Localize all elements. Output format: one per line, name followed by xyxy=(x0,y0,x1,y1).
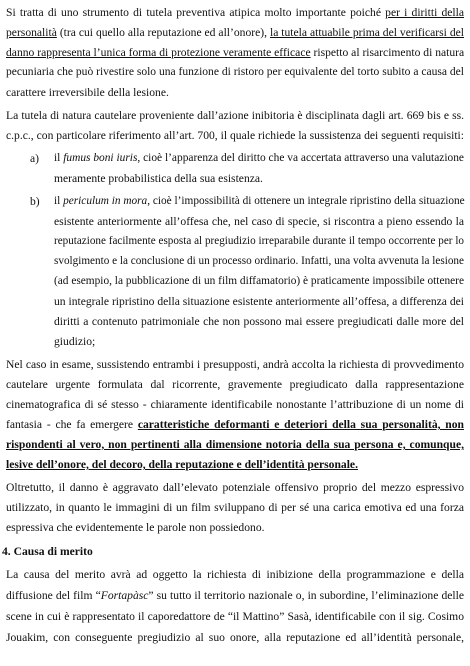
p1-line-2 xyxy=(6,25,464,40)
p5-line-1 xyxy=(6,567,464,582)
p5-text: Jouakim, con conseguente pregiudizio al suo onore, alla reputazione ed all’identità personale, xyxy=(6,631,464,644)
p1-line-3 xyxy=(6,45,464,60)
p5-line-3 xyxy=(6,609,464,624)
p1-line-5 xyxy=(6,85,169,100)
list-item-b-line-5 xyxy=(54,274,464,289)
list-item-b-line-3 xyxy=(54,234,464,249)
p3-text: Nel caso in esame, sussistendo entrambi i presupposti, andrà accolta la richiesta di provvedimento xyxy=(6,358,464,371)
list-item-b-line-8 xyxy=(54,334,95,349)
p3-line-3 xyxy=(6,397,464,412)
p3-line-6 xyxy=(6,457,358,472)
p1-text: carattere irreversibile della lesione. xyxy=(6,86,169,99)
p3-line-2 xyxy=(6,377,464,392)
p3-text: cautelare urgente formulata dal ricorrente, gravemente pregiudicato dalla rappresentazione xyxy=(6,378,464,391)
list-text: (ad esempio, la pubblicazione di un film diffamatorio) è praticamente impossibile ottenere xyxy=(54,275,464,287)
latin-term: fumus boni iuris xyxy=(63,152,138,164)
list-item-b-line-4 xyxy=(54,254,464,269)
p3-line-1 xyxy=(6,357,464,372)
p2-text: c.p.c., con particolare riferimento all’art. 700, il quale richiede la sussistenza dei seguenti requisiti: xyxy=(6,129,464,142)
p3-text: cinematografica di sé stesso - chiaramente identificabile nonostante l’attribuzione di un nome di xyxy=(6,398,464,411)
p1-line-4 xyxy=(6,65,464,80)
p1-text: Si tratta di uno strumento di tutela preventiva atipica molto importante poiché xyxy=(6,6,386,19)
p4-text: utilizzato, in quanto le immagini di un film sviluppano di per sé una carica emotiva ed una forza xyxy=(6,501,464,514)
list-text: meramente probabilistica della sua esistenza. xyxy=(54,172,263,185)
p1-line-1 xyxy=(6,5,464,20)
list-text: giudizio; xyxy=(54,335,96,348)
p1-underlined-text: personalità xyxy=(6,26,57,39)
film-title: Fortapàsc xyxy=(100,589,149,602)
list-text: svolgimento e la conclusione di un processo ordinario. Infatti, una volta avvenuta la lesione xyxy=(54,255,464,267)
p4-line-3 xyxy=(6,520,265,535)
list-text: diritti a contenuto patrimoniale che non possono mai essere pregiudicati dalle more del xyxy=(54,315,464,328)
p1-text: (tra cui quello alla reputazione ed all’onore), xyxy=(56,26,270,39)
list-item-b-line-7 xyxy=(54,314,464,329)
list-marker-a: a) xyxy=(30,152,40,165)
list-item-a-line-1 xyxy=(54,151,464,166)
p1-text: rispetto al risarcimento di natura xyxy=(310,46,465,59)
p1-underlined-text: la tutela attuabile prima del verificarsi del xyxy=(269,26,464,39)
list-text: il xyxy=(54,152,64,164)
p4-text: Oltretutto, il danno è aggravato dall’elevato potenziale offensivo proprio del mezzo espressivo xyxy=(6,481,464,494)
list-marker-b: b) xyxy=(30,195,40,208)
p1-underlined-text: danno rappresenta l’unica forma di protezione veramente efficace xyxy=(6,46,311,59)
list-text: , cioè l’apparenza del diritto che va accertata attraverso una valutazione xyxy=(137,152,464,164)
p3-emphasis-text: rispondenti al vero, non pertinenti alla dimensione notoria della sua persona e, comunque, xyxy=(6,438,464,451)
p5-line-4 xyxy=(6,630,464,645)
latin-term: periculum in mora xyxy=(63,195,148,207)
p1-underlined-text: per i diritti della xyxy=(385,6,465,19)
p2-line-1 xyxy=(6,108,464,123)
p4-line-1 xyxy=(6,480,464,495)
p5-text: scene in cui è rappresentato il caporedattore de “il Mattino” Sasà, identificabile con il sig. Cosimo xyxy=(6,610,464,623)
p2-line-2 xyxy=(6,128,464,143)
p5-text: diffusione del film “ xyxy=(6,589,101,602)
list-text: reputazione facilmente esposta al pregiudizio irreparabile durante il tempo occorrente per lo xyxy=(54,235,464,247)
p5-text: La causa del merito avrà ad oggetto la richiesta di inibizione della programmazione e della xyxy=(6,568,464,581)
p3-line-5 xyxy=(6,437,464,452)
list-item-b-line-6 xyxy=(54,294,464,309)
list-text: esistente anteriormente all’offesa che, nel caso di specie, si riscontra a pieno essendo la xyxy=(54,215,464,228)
p3-text: fantasia - che fa emergere xyxy=(6,418,138,431)
list-item-b-line-2 xyxy=(54,214,464,229)
p2-text: La tutela di natura cautelare proveniente dall’azione inibitoria è disciplinata dagli art. 669 bis e ss. xyxy=(6,109,464,122)
list-item-a-line-2 xyxy=(54,171,263,186)
list-text: il xyxy=(54,195,64,207)
p3-line-4 xyxy=(6,417,464,432)
p3-emphasis-text: lesive dell’onore, del decoro, della reputazione e dell’identità personale. xyxy=(6,458,358,471)
p1-text: pecuniaria che può rivestire solo una funzione di ristoro per equivalente del torto subito a causa del xyxy=(6,66,464,78)
list-item-b-line-1 xyxy=(54,194,464,209)
p5-line-2 xyxy=(6,588,464,603)
section-heading: 4. Causa di merito xyxy=(2,545,93,558)
p5-text: ” su tutto il territorio nazionale o, in subordine, l’eliminazione delle xyxy=(148,589,464,602)
list-text: un integrale ripristino della situazione esistente anteriormente all’offesa, a differenza dei xyxy=(54,295,465,308)
p4-line-2 xyxy=(6,500,464,515)
p4-text: espressiva che evidentemente le parole non possiedono. xyxy=(6,521,265,534)
list-text: , cioè l’impossibilità di ottenere un integrale ripristino della situazione xyxy=(147,195,465,207)
p3-emphasis-text: caratteristiche deformanti e deteriori della sua personalità, non xyxy=(137,418,464,431)
